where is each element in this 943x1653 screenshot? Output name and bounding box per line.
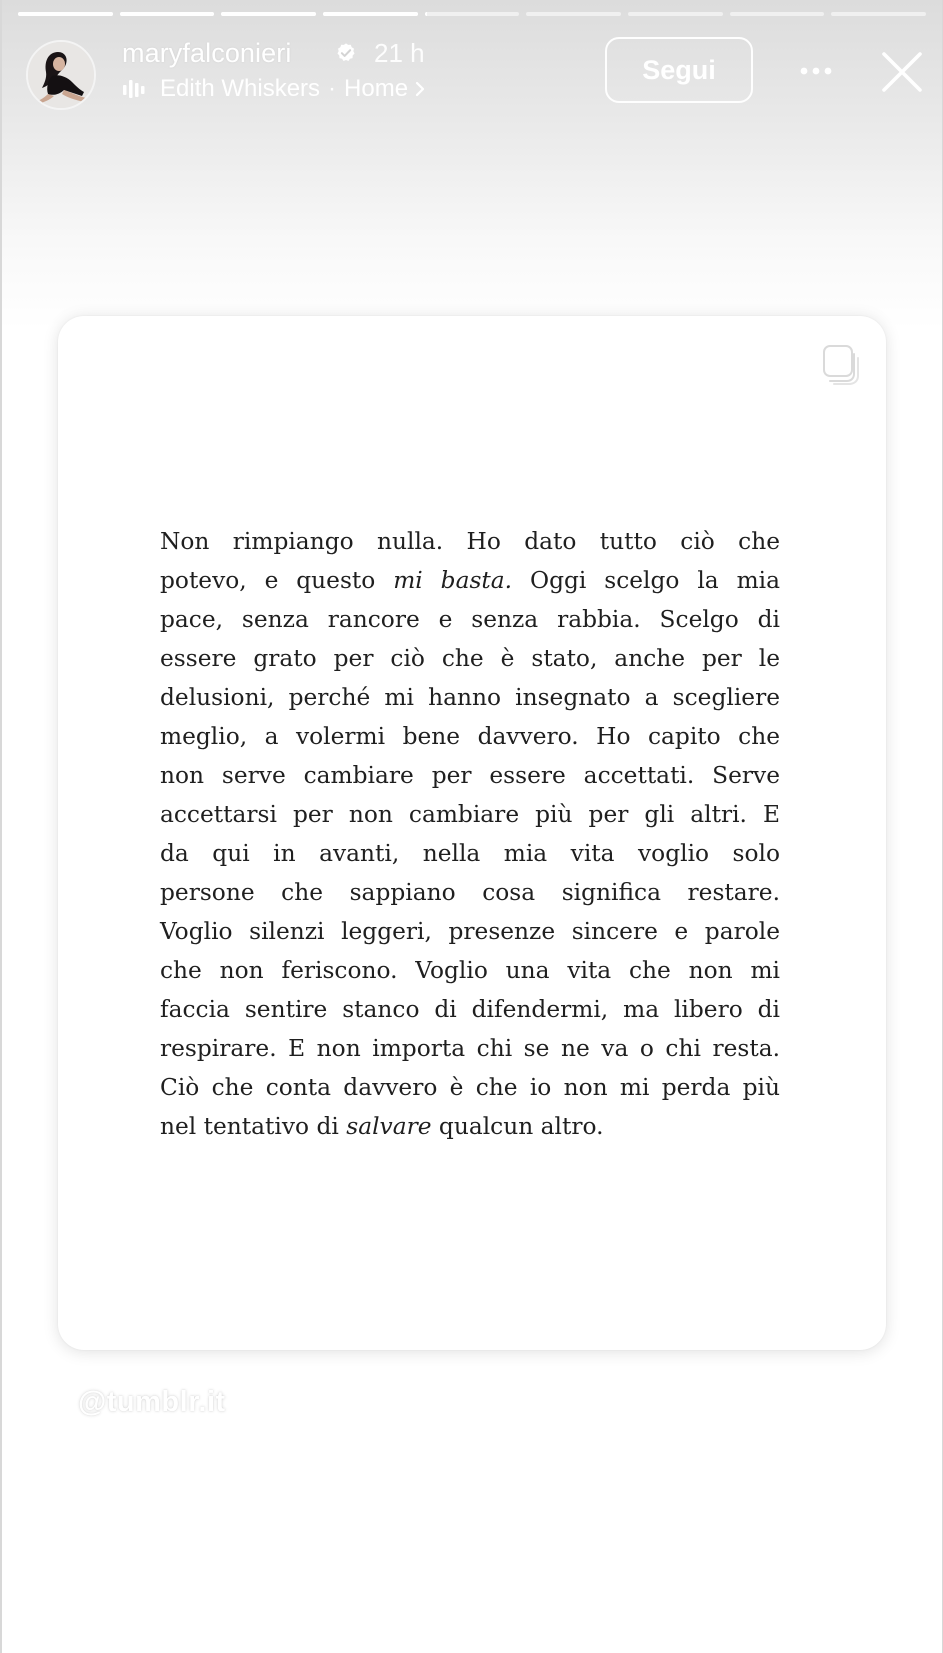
quote-emphasis: salvare [346,1113,432,1140]
quote-fragment: faccia sentire stanco di difendermi, ma libero di [160,996,780,1023]
story-progress-segment [120,12,215,16]
quote-line [160,678,780,717]
quote-line [160,834,780,873]
quote-line [160,522,780,561]
reposted-text-card[interactable] [58,316,886,1350]
quote-fragment: accettarsi per non cambiare più per gli altri. E [160,801,780,828]
music-bars-icon [122,78,146,100]
quote-line [160,912,780,951]
repost-copy-icon [818,342,862,386]
music-song: Home [344,75,409,102]
story-progress-fill [221,12,316,16]
quote-fragment: delusioni, perché mi hanno insegnato a scegliere [160,684,780,711]
username[interactable]: maryfalconieri [122,38,292,68]
quote-line [160,873,780,912]
follow-button[interactable]: Segui [605,37,753,103]
story-progress-segment [730,12,825,16]
quote-line [160,990,780,1029]
story-progress-segment [18,12,113,16]
music-artist: Edith Whiskers [160,75,321,102]
story-progress-fill [18,12,113,16]
quote-fragment: meglio, a volermi bene davvero. Ho capito che [160,723,780,750]
source-watermark: @tumblr.it [78,1386,226,1418]
quote-fragment: pace, senza rancore e senza rabbia. Scelgo di [160,606,780,633]
avatar[interactable] [26,40,96,110]
quote-fragment: Oggi scelgo la mia [512,567,780,594]
quote-fragment: da qui in avanti, nella mia vita voglio solo [160,840,780,867]
story-progress-segment [323,12,418,16]
quote-fragment: qualcun altro. [431,1113,604,1140]
left-edge [0,0,2,1653]
music-separator: · [328,75,337,102]
quote-line [160,795,780,834]
story-progress-segment [628,12,723,16]
quote-fragment: essere grato per ciò che è stato, anche per le [160,645,780,672]
quote-line [160,1029,780,1068]
story-progress-fill [323,12,418,16]
quote-fragment: non serve cambiare per essere accettati. Serve [160,762,780,789]
quote-emphasis: mi basta. [393,567,513,594]
quote-text [160,522,780,1146]
chevron-right-icon [414,80,426,98]
close-icon[interactable] [880,50,924,94]
quote-line [160,561,780,600]
story-progress-segment [526,12,621,16]
quote-line [160,639,780,678]
quote-line [160,756,780,795]
quote-fragment: respirare. E non importa chi se ne va o chi resta. [160,1035,780,1062]
quote-fragment: che non feriscono. Voglio una vita che non mi [160,957,780,984]
story-progress-fill [120,12,215,16]
quote-line [160,951,780,990]
quote-fragment: Non rimpiango nulla. Ho dato tutto ciò che [160,528,780,555]
story-progress-fill [425,12,427,16]
quote-line [160,717,780,756]
more-dots-icon[interactable] [796,56,836,86]
quote-fragment: Voglio silenzi leggeri, presenze sincere e parole [160,918,780,945]
story-progress-bar [18,12,926,16]
story-progress-segment [831,12,926,16]
avatar-photo [28,42,94,108]
quote-fragment: potevo, e questo [160,567,394,594]
music-attribution[interactable] [122,74,426,104]
story-progress-segment [425,12,520,16]
quote-fragment: Ciò che conta davvero è che io non mi perda più [160,1074,780,1101]
quote-line [160,600,780,639]
story-progress-segment [221,12,316,16]
verified-badge-icon [335,42,357,64]
post-time: 21 h [374,38,425,68]
quote-fragment: persone che sappiano cosa significa restare. [160,879,780,906]
quote-line [160,1068,780,1107]
quote-fragment: nel tentativo di [160,1113,347,1140]
quote-line [160,1107,780,1146]
